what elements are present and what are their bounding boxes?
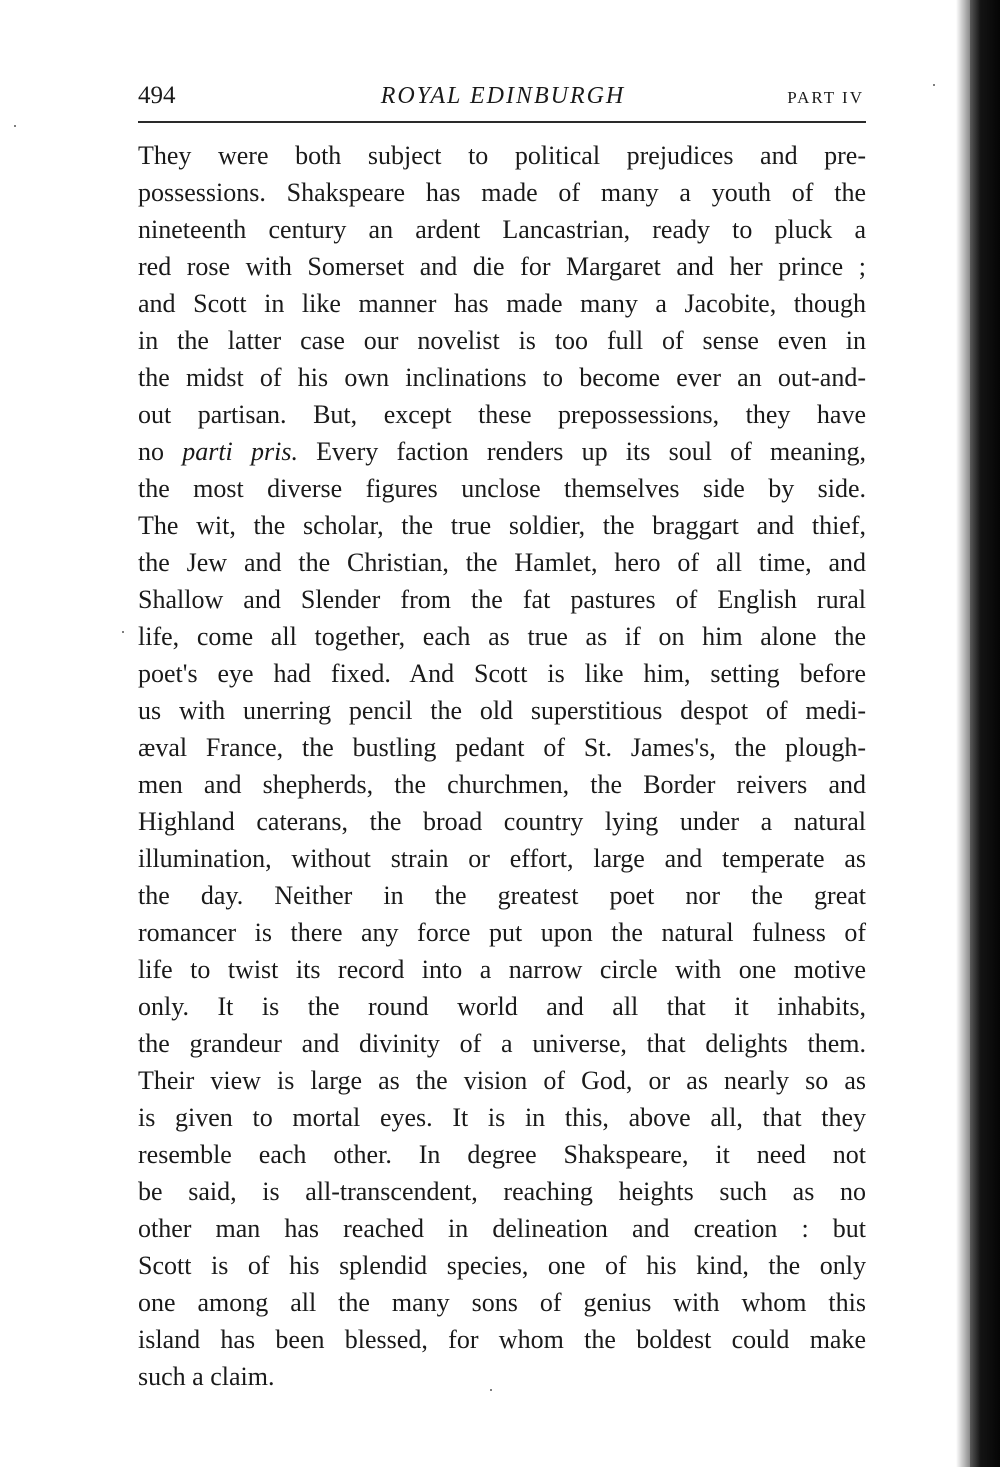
text-line: one among all the many sons of genius with whom this	[138, 1288, 866, 1317]
text-line: red rose with Somerset and die for Margaret and her prince ;	[138, 252, 866, 281]
running-title: ROYAL EDINBURGH	[380, 83, 626, 109]
text-line: Scott is of his splendid species, one of his kind, the only	[138, 1251, 866, 1280]
text-line: men and shepherds, the churchmen, the Border reivers and	[138, 770, 866, 799]
header-rule	[138, 121, 866, 123]
paper-speck	[490, 1389, 492, 1391]
part-label: PART IV	[787, 88, 864, 107]
text-line: the grandeur and divinity of a universe, that delights them.	[138, 1029, 866, 1058]
binding-shadow	[956, 0, 1000, 1467]
text-line: only. It is the round world and all that it inhabits,	[138, 992, 866, 1021]
italic-phrase: parti pris.	[182, 437, 298, 466]
text-line: out partisan. But, except these prepossessions, they have	[138, 400, 866, 429]
body-text	[138, 137, 866, 1395]
text-line: The wit, the scholar, the true soldier, the braggart and thief,	[138, 511, 866, 540]
text-line: resemble each other. In degree Shakspeare, it need not	[138, 1140, 866, 1169]
text-line: is given to mortal eyes. It is in this, above all, that they	[138, 1103, 866, 1132]
text-line: the most diverse figures unclose themselves side by side.	[138, 474, 866, 503]
text-run: no	[138, 437, 183, 466]
text-line: and Scott in like manner has made many a Jacobite, though	[138, 289, 866, 318]
text-line: life, come all together, each as true as if on him alone the	[138, 622, 866, 651]
text-line: romancer is there any force put upon the natural fulness of	[138, 918, 866, 947]
text-line: the midst of his own inclinations to become ever an out-and-	[138, 363, 866, 392]
text-line: Their view is large as the vision of God, or as nearly so as	[138, 1066, 866, 1095]
text-line: other man has reached in delineation and creation : but	[138, 1214, 866, 1243]
text-line: illumination, without strain or effort, large and temperate as	[138, 844, 866, 873]
text-line: in the latter case our novelist is too full of sense even in	[138, 326, 866, 355]
text-line: poet's eye had fixed. And Scott is like him, setting before	[138, 659, 866, 688]
text-line: possessions. Shakspeare has made of many a youth of the	[138, 178, 866, 207]
text-line: life to twist its record into a narrow circle with one motive	[138, 955, 866, 984]
text-line: the Jew and the Christian, the Hamlet, hero of all time, and	[138, 548, 866, 577]
page-number: 494	[138, 82, 176, 109]
paper-speck	[14, 125, 16, 127]
text-line: Shallow and Slender from the fat pastures of English rural	[138, 585, 866, 614]
text-line: æval France, the bustling pedant of St. James's, the plough-	[138, 733, 866, 762]
text-line: nineteenth century an ardent Lancastrian, ready to pluck a	[138, 215, 866, 244]
text-line	[138, 433, 866, 470]
text-line: such a claim.	[138, 1362, 275, 1391]
text-line: be said, is all-transcendent, reaching heights such as no	[138, 1177, 866, 1206]
text-line: Highland caterans, the broad country lying under a natural	[138, 807, 866, 836]
paper-speck	[122, 631, 124, 633]
running-head	[138, 78, 868, 114]
text-line: They were both subject to political prejudices and pre-	[138, 141, 866, 170]
text-line: the day. Neither in the greatest poet nor the great	[138, 881, 866, 910]
text-line: us with unerring pencil the old superstitious despot of medi-	[138, 696, 866, 725]
text-line: island has been blessed, for whom the boldest could make	[138, 1325, 866, 1354]
text-run: Every faction renders up its soul of meaning,	[297, 437, 867, 466]
paper-speck	[933, 84, 935, 86]
